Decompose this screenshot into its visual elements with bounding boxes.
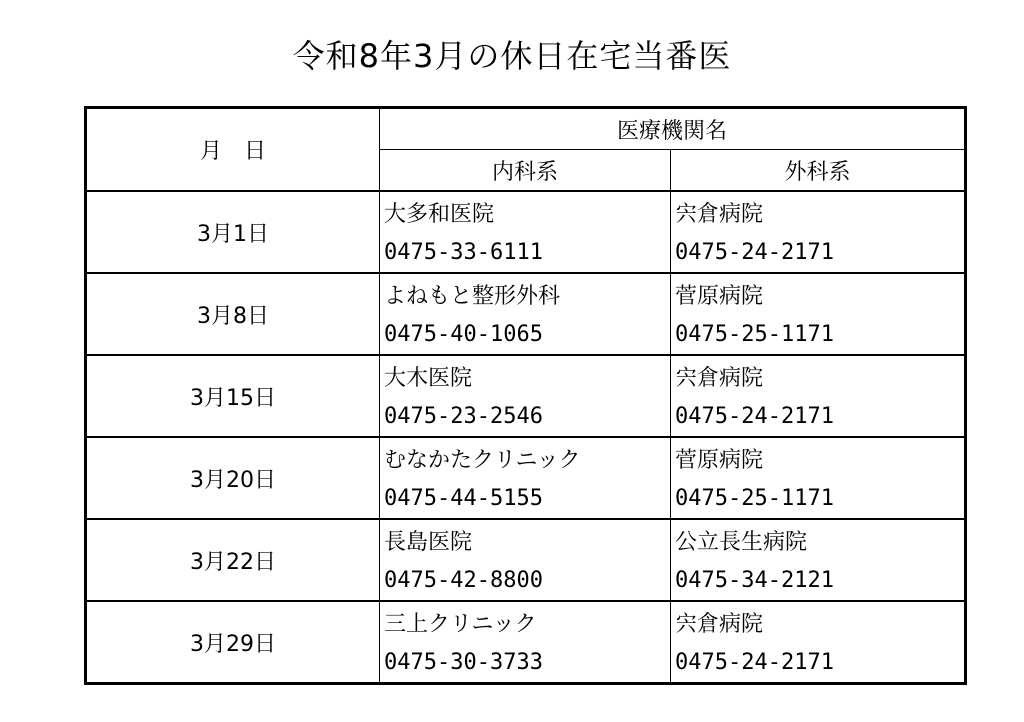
surgical-clinic-name: 宍倉病院 [671,191,966,232]
surgical-clinic-name: 菅原病院 [671,273,966,314]
internal-clinic-phone: 0475-44-5155 [380,478,671,519]
internal-clinic-phone: 0475-42-8800 [380,560,671,601]
internal-clinic-name: 大木医院 [380,355,671,396]
table-row [86,519,966,560]
internal-clinic-phone: 0475-23-2546 [380,396,671,437]
surgical-clinic-phone: 0475-24-2171 [671,642,966,684]
date-cell: 3月20日 [86,437,380,519]
header-row-top [86,108,966,150]
table-row [86,437,966,478]
internal-clinic-name: 大多和医院 [380,191,671,232]
internal-clinic-name: むなかたクリニック [380,437,671,478]
internal-clinic-name: 三上クリニック [380,601,671,642]
table-row [86,355,966,396]
facility-column-header: 医療機関名 [380,108,966,150]
table-row [86,191,966,232]
date-cell: 3月1日 [86,191,380,273]
date-cell: 3月29日 [86,601,380,684]
surgery-header: 外科系 [671,150,966,192]
table-row [86,601,966,642]
date-cell: 3月8日 [86,273,380,355]
date-cell: 3月22日 [86,519,380,601]
date-cell: 3月15日 [86,355,380,437]
surgical-clinic-name: 菅原病院 [671,437,966,478]
surgical-clinic-name: 宍倉病院 [671,601,966,642]
date-column-header: 月 日 [86,108,380,192]
internal-clinic-phone: 0475-33-6111 [380,232,671,273]
surgical-clinic-phone: 0475-24-2171 [671,396,966,437]
internal-clinic-phone: 0475-30-3733 [380,642,671,684]
surgical-clinic-phone: 0475-24-2171 [671,232,966,273]
duty-doctor-table [84,106,967,685]
surgical-clinic-name: 宍倉病院 [671,355,966,396]
surgical-clinic-name: 公立長生病院 [671,519,966,560]
internal-clinic-phone: 0475-40-1065 [380,314,671,355]
surgical-clinic-phone: 0475-34-2121 [671,560,966,601]
internal-clinic-name: 長島医院 [380,519,671,560]
page-title: 令和8年3月の休日在宅当番医 [292,37,732,75]
internal-medicine-header: 内科系 [380,150,671,192]
table-row [86,273,966,314]
surgical-clinic-phone: 0475-25-1171 [671,314,966,355]
internal-clinic-name: よねもと整形外科 [380,273,671,314]
surgical-clinic-phone: 0475-25-1171 [671,478,966,519]
